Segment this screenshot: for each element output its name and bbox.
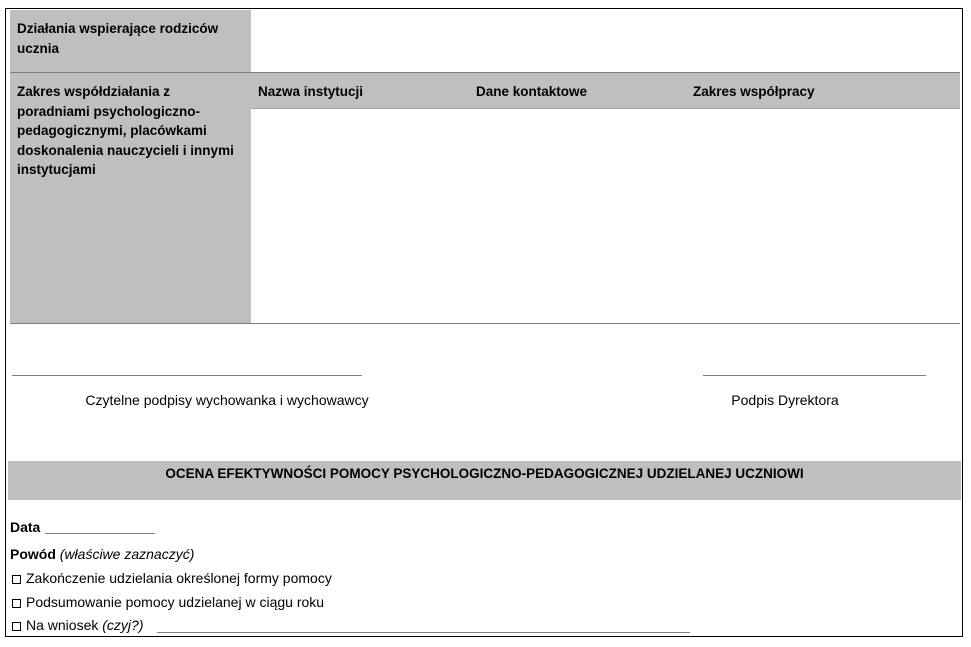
row2-label: Zakres współdziałania z poradniami psychologiczno-pedagogicznymi, placówkami doskonalenia nauczycieli i innymi instytucjami — [17, 84, 234, 177]
option-row-2[interactable] — [12, 594, 324, 610]
option-row-3[interactable] — [12, 617, 144, 633]
option-2-label: Podsumowanie pomocy udzielanej w ciągu roku — [26, 594, 325, 610]
left-signature-line — [12, 375, 362, 376]
column-header-contact: Dane kontaktowe — [476, 84, 588, 99]
section-title: OCENA EFEKTYWNOŚCI POMOCY PSYCHOLOGICZNO-PEDAGOGICZNEJ UDZIELANEJ UCZNIOWI — [165, 466, 804, 481]
date-row — [10, 519, 40, 535]
row2-label-cell — [10, 73, 251, 323]
row1-label-cell — [10, 10, 251, 72]
option-2-checkbox[interactable] — [12, 599, 21, 608]
column-header-scope: Zakres współpracy — [693, 84, 815, 99]
option-3-checkbox[interactable] — [12, 622, 21, 631]
option-1-label: Zakończenie udzielania określonej formy pomocy — [26, 570, 332, 586]
option-row-1[interactable] — [12, 570, 332, 586]
row1-label: Działania wspierające rodziców ucznia — [17, 21, 219, 56]
table-bottom-line — [10, 323, 960, 324]
option-3-label: Na wniosek — [26, 617, 99, 633]
left-signature-caption: Czytelne podpisy wychowanka i wychowawcy — [85, 392, 369, 408]
right-signature-caption: Podpis Dyrektora — [731, 392, 839, 408]
request-by-field[interactable] — [157, 632, 690, 633]
date-field[interactable] — [45, 533, 155, 534]
option-1-checkbox[interactable] — [12, 575, 21, 584]
section-header — [8, 461, 961, 500]
reason-label: Powód — [10, 546, 56, 562]
institutions-data-area[interactable] — [251, 109, 960, 323]
column-header-institution: Nazwa instytucji — [258, 84, 364, 99]
reason-row — [10, 546, 194, 562]
option-3-hint: (czyj?) — [102, 617, 144, 633]
columns-header — [251, 73, 960, 108]
reason-hint: (właściwe zaznaczyć) — [59, 546, 195, 562]
date-label: Data — [10, 519, 41, 535]
right-signature-line — [703, 375, 926, 376]
